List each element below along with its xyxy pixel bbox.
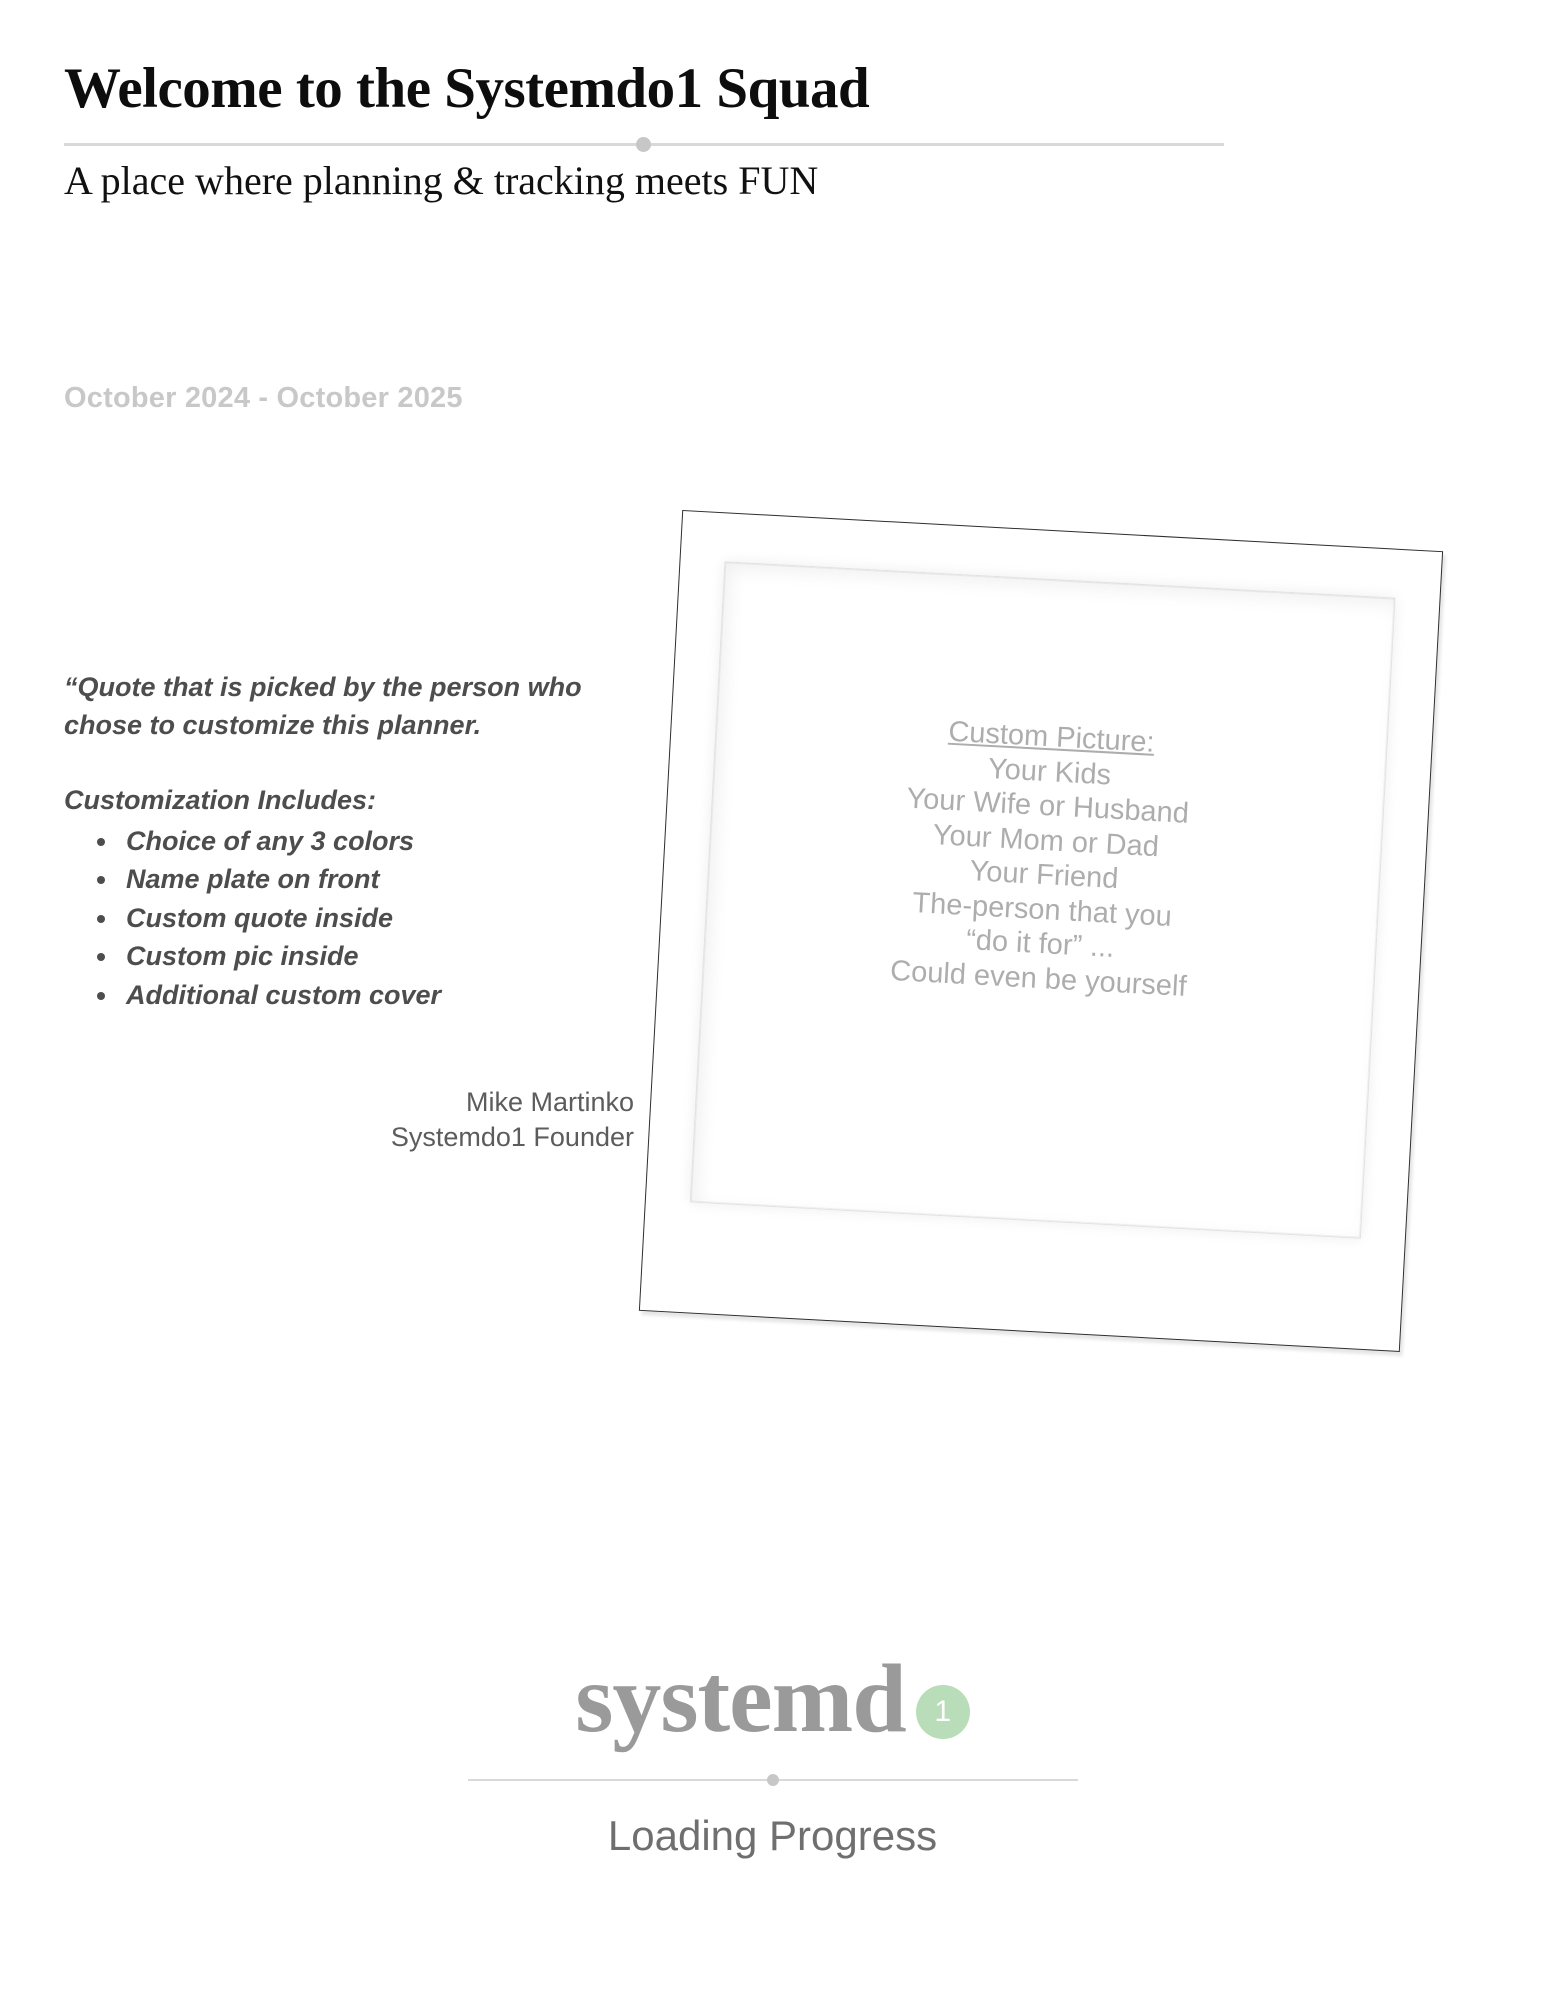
- date-range: October 2024 - October 2025: [64, 382, 463, 414]
- list-item: • Name plate on front: [120, 860, 634, 899]
- photo-placeholder-line: Could even be yourself: [889, 954, 1188, 1003]
- page-subtitle: A place where planning & tracking meets FUN: [64, 157, 819, 203]
- footer-divider-knob-icon: [767, 1774, 779, 1786]
- photo-frame: [639, 510, 1443, 1352]
- photo-placeholder-line: Your Kids: [987, 752, 1112, 792]
- logo-badge-icon: 1: [916, 1685, 970, 1739]
- photo-placeholder-line: The-person that you: [911, 886, 1173, 933]
- brand-logo: [0, 1645, 1545, 1753]
- photo-mat: [690, 561, 1396, 1238]
- signature-block: [64, 1085, 634, 1156]
- divider-knob-icon: [636, 137, 651, 152]
- page-header: [64, 58, 1294, 205]
- list-item: • Custom quote inside: [120, 899, 634, 938]
- signature-name: Mike Martinko: [465, 1086, 634, 1117]
- custom-quote-text: “Quote that is picked by the person who chose to customize this planner.: [64, 672, 582, 741]
- list-item: • Custom pic inside: [120, 937, 634, 976]
- photo-placeholder-line: Your Mom or Dad: [932, 818, 1160, 863]
- page-title: Welcome to the Systemdo1 Squad: [64, 57, 870, 120]
- photo-placeholder-line: “do it for” ...: [965, 923, 1116, 964]
- header-divider: [64, 137, 1224, 151]
- signature-title: Systemdo1 Founder: [390, 1122, 634, 1153]
- customization-list: [64, 822, 634, 1015]
- list-item: • Choice of any 3 colors: [120, 822, 634, 861]
- loading-progress-label: Loading Progress: [607, 1812, 938, 1859]
- left-column: [64, 668, 634, 1156]
- customization-heading: Customization Includes:: [64, 784, 377, 815]
- photo-placeholder-text: [703, 702, 1387, 1014]
- footer-divider: [468, 1774, 1078, 1786]
- photo-placeholder-line: Your Wife or Husband: [905, 782, 1190, 830]
- photo-placeholder-heading: Custom Picture:: [947, 715, 1156, 759]
- photo-placeholder-line: Your Friend: [968, 855, 1120, 896]
- footer: [0, 1645, 1545, 1860]
- list-item: • Additional custom cover: [120, 976, 634, 1015]
- custom-photo-area: [660, 530, 1450, 1380]
- logo-wordmark: systemd: [575, 1645, 906, 1753]
